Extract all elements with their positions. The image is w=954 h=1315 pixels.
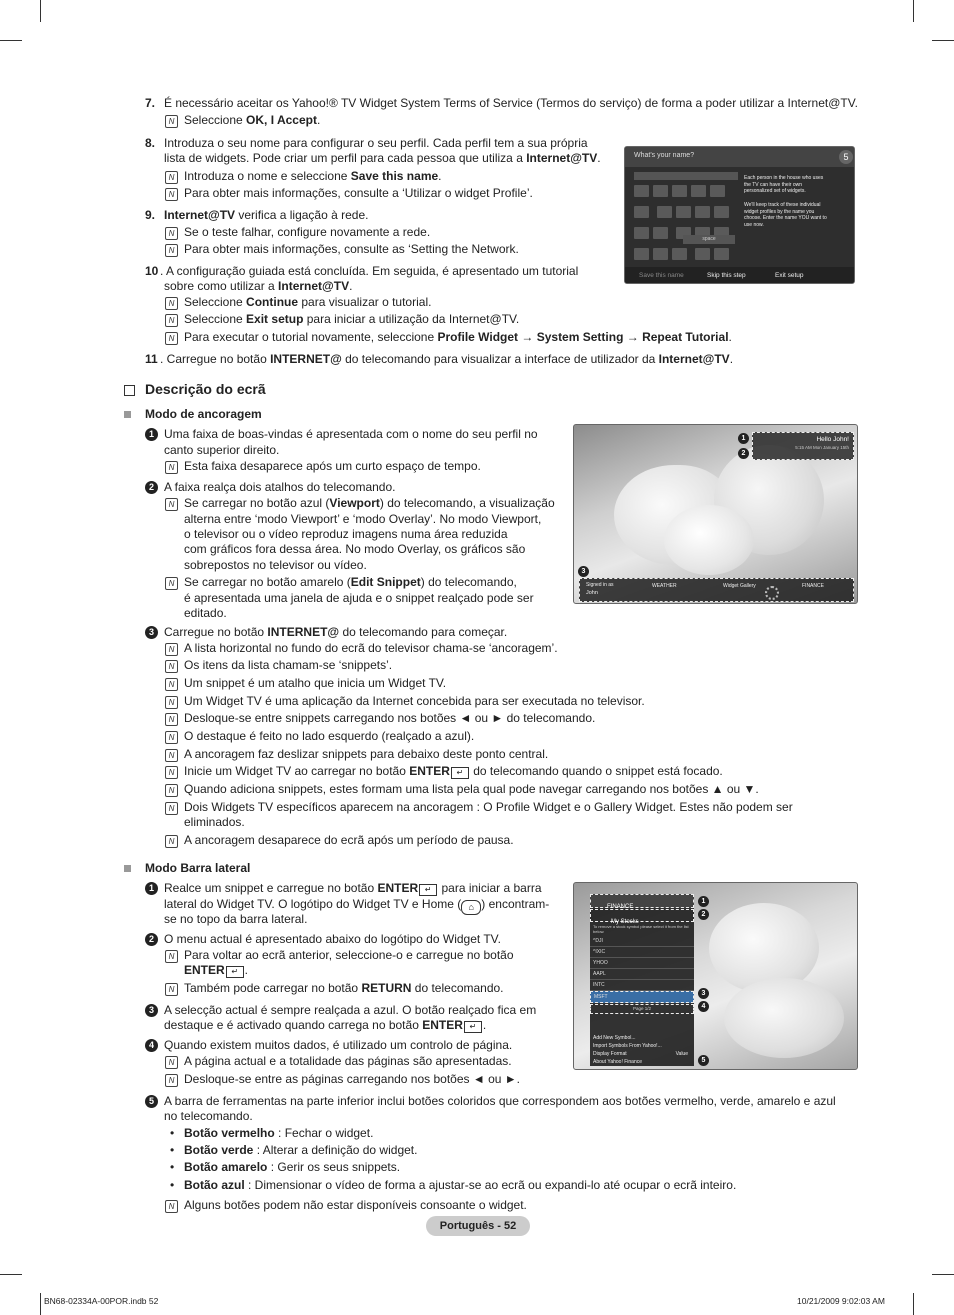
item-text: O menu actual é apresentado abaixo do logótipo do Widget TV. <box>164 932 501 946</box>
note-icon: N <box>165 835 178 848</box>
crop-mark <box>932 1274 954 1275</box>
note-text: Seleccione Continue para visualizar o tutorial. <box>184 295 432 309</box>
subheading-square-icon <box>124 411 131 418</box>
note-icon: N <box>165 731 178 744</box>
callout-3-icon: 3 <box>145 626 158 639</box>
sidebar-mode-screenshot <box>573 882 858 1070</box>
menu-item[interactable]: Add New Symbol... <box>593 1035 636 1041</box>
note-icon: N <box>165 643 178 656</box>
callout-2-icon: 2 <box>738 448 749 459</box>
item-text: se no topo da barra lateral. <box>164 912 308 926</box>
section-checkbox-icon <box>124 385 135 396</box>
enter-icon: ↵ <box>451 767 469 779</box>
callout-1-icon: 1 <box>738 433 749 444</box>
item-text: A selecção actual é sempre realçada a azul. O botão realçado fica em <box>164 1003 537 1017</box>
note-icon: N <box>165 766 178 779</box>
name-entry-screenshot <box>624 146 855 284</box>
page-number-badge: Português - 52 <box>426 1216 530 1236</box>
note-text: com gráficos fora dessa área. No modo Overlay, os gráficos são <box>184 542 526 556</box>
item-text: destaque e é activado quando carrega no botão ENTER ↵ . <box>164 1018 487 1032</box>
step-text: Introduza o seu nome para configurar o seu perfil. Cada perfil tem a sua própria <box>164 136 588 150</box>
note-text: Quando adiciona snippets, estes formam uma lista pela qual pode navegar carregando nos botões ▲ ou ▼. <box>184 782 759 796</box>
skip-step-button[interactable]: Skip this step <box>707 272 746 279</box>
callout-3-icon: 3 <box>145 1004 158 1017</box>
note-text: Desloque-se entre snippets carregando nos botões ◄ ou ► do telecomando. <box>184 711 596 725</box>
note-icon: N <box>165 950 178 963</box>
step-badge: 5 <box>839 150 853 164</box>
note-text: Para obter mais informações, consulte as ‘Setting the Network. <box>184 242 519 256</box>
note-icon: N <box>165 314 178 327</box>
step-number: 8. <box>145 136 156 150</box>
step-text: . A configuração guiada está concluída. Em seguida, é apresentado um tutorial <box>160 264 579 278</box>
note-icon: N <box>165 660 178 673</box>
bullet-text: Botão azul : Dimensionar o vídeo de forma a ajustar-se ao ecrã ou expandi-lo até ocupar o ecrã inteiro. <box>184 1178 737 1192</box>
finance-sidebar[interactable]: FINANCE My Stocks To remove a stock symbol please select it from the list below. ^DJI ^IXIC YHOO AAPL INTC MSFT Page 1/2 Add New Symbol... Import Symbols From Yahoo!... Display Format Value About Yahoo! Finance <box>590 894 694 1066</box>
bullet-icon: • <box>170 1143 175 1157</box>
note-icon: N <box>165 188 178 201</box>
callout-5-icon: 5 <box>698 1055 709 1066</box>
callout-2-icon: 2 <box>145 481 158 494</box>
note-text: Se o teste falhar, configure novamente a rede. <box>184 225 431 239</box>
item-text: Carregue no botão INTERNET@ do telecomando para começar. <box>164 625 508 639</box>
enter-icon: ↵ <box>419 884 437 896</box>
subheading-square-icon <box>124 865 131 872</box>
exit-setup-button[interactable]: Exit setup <box>775 272 804 279</box>
item-text: A barra de ferramentas na parte inferior inclui botões coloridos que correspondem aos botões vermelho, verde, amarelo e azul <box>164 1094 836 1108</box>
note-text: eliminados. <box>184 815 245 829</box>
callout-4-icon: 4 <box>145 1039 158 1052</box>
note-text: sobrepostos no televisor ou vídeo. <box>184 558 367 572</box>
item-text: lateral do Widget TV. O logótipo do Widget TV e Home ( ⌂ ) encontram- <box>164 897 549 915</box>
note-text: Para executar o tutorial novamente, seleccione Profile Widget → System Setting → Repeat Tutorial. <box>184 330 732 344</box>
note-text: Um Widget TV é uma aplicação da Internet concebida para ser executada no televisor. <box>184 694 645 708</box>
crop-mark <box>40 0 41 22</box>
save-name-button[interactable]: Save this name <box>639 272 684 279</box>
note-icon: N <box>165 802 178 815</box>
note-icon: N <box>165 461 178 474</box>
polar-bear-image <box>664 505 754 575</box>
note-icon: N <box>165 784 178 797</box>
crop-mark <box>932 40 954 41</box>
note-icon: N <box>165 297 178 310</box>
polar-bear-image <box>724 978 844 1058</box>
item-text: no telecomando. <box>164 1109 253 1123</box>
note-text: Um snippet é um atalho que inicia um Widget TV. <box>184 676 447 690</box>
note-text: O destaque é feito no lado esquerdo (realçado a azul). <box>184 729 475 743</box>
note-icon: N <box>165 332 178 345</box>
note-text: A ancoragem faz deslizar snippets para debaixo deste ponto central. <box>184 747 549 761</box>
note-text: ENTER ↵ . <box>184 963 249 977</box>
note-text: Para obter mais informações, consulte a ‘Utilizar o widget Profile’. <box>184 186 533 200</box>
item-text: A faixa realça dois atalhos do telecomando. <box>164 480 396 494</box>
callout-1-icon: 1 <box>698 896 709 907</box>
note-text: Também pode carregar no botão RETURN do telecomando. <box>184 981 504 995</box>
note-text: Seleccione Exit setup para iniciar a utilização da Internet@TV. <box>184 312 520 326</box>
home-icon: ⌂ <box>461 900 481 915</box>
crop-mark <box>913 1293 914 1315</box>
crop-mark <box>0 40 22 41</box>
stock-row[interactable]: AAPL <box>590 969 694 980</box>
note-text: o televisor ou o vídeo reproduz imagens numa área reduzida <box>184 527 508 541</box>
dialog-title: What's your name? <box>634 152 695 159</box>
note-text: Introduza o nome e seleccione Save this name. <box>184 169 442 183</box>
callout-3-icon: 3 <box>698 988 709 999</box>
note-text: Esta faixa desaparece após um curto espaço de tempo. <box>184 459 481 473</box>
step-text: . Carregue no botão INTERNET@ do telecomando para visualizar a interface de utilizador da Internet@TV. <box>160 352 734 366</box>
stock-row[interactable]: ^DJI <box>590 936 694 947</box>
gallery-snippet[interactable]: Widget Gallery <box>723 583 756 589</box>
note-text: A página actual e a totalidade das páginas são apresentadas. <box>184 1054 512 1068</box>
note-icon: N <box>165 1074 178 1087</box>
help-text: Each person in the house who uses the TV can have their own personalized set of widgets. <box>744 175 824 194</box>
bullet-icon: • <box>170 1178 175 1192</box>
dock-mode-screenshot <box>573 424 858 604</box>
subheading: Modo de ancoragem <box>145 407 262 421</box>
step-number: 11 <box>145 352 158 366</box>
stock-row[interactable]: ^IXIC <box>590 947 694 958</box>
note-icon: N <box>165 749 178 762</box>
note-text: Seleccione OK, I Accept. <box>184 113 321 127</box>
weather-snippet[interactable]: WEATHER <box>652 583 677 589</box>
note-text: Se carregar no botão azul (Viewport) do telecomando, a visualização <box>184 496 555 510</box>
enter-icon: ↵ <box>226 966 244 978</box>
welcome-banner: Hello John! 5:15 AM Mon January 15th <box>752 432 854 460</box>
note-icon: N <box>165 983 178 996</box>
stock-row[interactable]: INTC <box>590 980 694 991</box>
note-icon: N <box>165 115 178 128</box>
bullet-text: Botão verde : Alterar a definição do widget. <box>184 1143 418 1157</box>
item-text: Quando existem muitos dados, é utilizado um controlo de página. <box>164 1038 513 1052</box>
note-text: editado. <box>184 606 227 620</box>
finance-snippet[interactable]: FINANCE <box>802 583 824 589</box>
stock-row[interactable]: MSFT <box>590 991 694 1003</box>
note-icon: N <box>165 1056 178 1069</box>
bullet-text: Botão vermelho : Fechar o widget. <box>184 1126 374 1140</box>
note-icon: N <box>165 171 178 184</box>
step-number: 7. <box>145 96 156 110</box>
note-icon: N <box>165 713 178 726</box>
bullet-icon: • <box>170 1160 175 1174</box>
step-text: sobre como utilizar a Internet@TV. <box>164 279 353 293</box>
bullet-text: Botão amarelo : Gerir os seus snippets. <box>184 1160 401 1174</box>
step-number: 9. <box>145 208 156 222</box>
note-icon: N <box>165 678 178 691</box>
step-text: É necessário aceitar os Yahoo!® TV Widget System Terms of Service (Termos do serviço) de forma a poder utilizar a Internet@TV. <box>164 96 858 110</box>
note-icon: N <box>165 577 178 590</box>
step-text: Internet@TV verifica a ligação à rede. <box>164 208 369 222</box>
note-text: A lista horizontal no fundo do ecrã do televisor chama-se ‘ancoragem’. <box>184 641 558 655</box>
stock-row[interactable]: YHOO <box>590 958 694 969</box>
callout-4-icon: 4 <box>698 1001 709 1012</box>
gear-icon <box>765 586 779 600</box>
sidebar-tab[interactable]: My Stocks <box>590 909 694 922</box>
crop-mark <box>0 1274 22 1275</box>
menu-item[interactable]: Display Format Value <box>593 1051 688 1057</box>
footer-right: 10/21/2009 9:02:03 AM <box>797 1296 885 1306</box>
note-icon: N <box>165 244 178 257</box>
note-text: Se carregar no botão amarelo (Edit Snippet) do telecomando, <box>184 575 517 589</box>
callout-2-icon: 2 <box>698 909 709 920</box>
item-text: canto superior direito. <box>164 443 280 457</box>
bullet-icon: • <box>170 1126 175 1140</box>
page-control[interactable]: Page 1/2 <box>590 1004 694 1014</box>
note-text: alterna entre ‘modo Viewport’ e ‘modo Overlay’. No modo Viewport, <box>184 512 542 526</box>
step-text: lista de widgets. Pode criar um perfil para cada pessoa que utiliza a Internet@TV. <box>164 151 601 165</box>
callout-1-icon: 1 <box>145 428 158 441</box>
callout-2-icon: 2 <box>145 933 158 946</box>
dock-bar[interactable]: Signed in as John WEATHER Widget Gallery FINANCE <box>579 578 854 602</box>
name-input[interactable] <box>634 172 738 180</box>
note-text: Desloque-se entre as páginas carregando nos botões ◄ ou ►. <box>184 1072 520 1086</box>
note-icon: N <box>165 227 178 240</box>
note-text: Para voltar ao ecrã anterior, seleccione-o e carregue no botão <box>184 948 514 962</box>
space-key[interactable]: space <box>683 235 735 244</box>
note-text: Alguns botões podem não estar disponíveis consoante o widget. <box>184 1198 527 1212</box>
subheading: Modo Barra lateral <box>145 861 251 875</box>
note-text: Os itens da lista chamam-se ‘snippets’. <box>184 658 393 672</box>
note-text: Inicie um Widget TV ao carregar no botão ENTER ↵ do telecomando quando o snippet está focado. <box>184 764 723 778</box>
note-icon: N <box>165 1200 178 1213</box>
item-text: Realce um snippet e carregue no botão ENTER ↵ para iniciar a barra <box>164 881 542 895</box>
note-icon: N <box>165 498 178 511</box>
menu-item[interactable]: About Yahoo! Finance <box>593 1059 643 1065</box>
step-number: 10 <box>145 264 159 278</box>
note-icon: N <box>165 696 178 709</box>
sidebar-header[interactable]: FINANCE <box>590 894 694 908</box>
note-text: Dois Widgets TV específicos aparecem na ancoragem : O Profile Widget e o Gallery Widget. Estes não podem ser <box>184 800 793 814</box>
footer-left: BN68-02334A-00POR.indb 52 <box>44 1296 159 1306</box>
menu-item[interactable]: Import Symbols From Yahoo!... <box>593 1043 662 1049</box>
callout-1-icon: 1 <box>145 882 158 895</box>
crop-mark <box>40 1293 41 1315</box>
callout-5-icon: 5 <box>145 1095 158 1108</box>
item-text: Uma faixa de boas-vindas é apresentada com o nome do seu perfil no <box>164 427 538 441</box>
enter-icon: ↵ <box>464 1021 482 1033</box>
help-text: We'll keep track of these individual widget profiles by the name you choose. Enter the name YOU want to use now. <box>744 202 827 228</box>
crop-mark <box>913 0 914 22</box>
section-title: Descrição do ecrã <box>145 381 266 397</box>
callout-3-icon: 3 <box>578 566 589 577</box>
note-text: A ancoragem desaparece do ecrã após um período de pausa. <box>184 833 514 847</box>
note-text: é apresentada uma janela de ajuda e o snippet realçado pode ser <box>184 591 534 605</box>
